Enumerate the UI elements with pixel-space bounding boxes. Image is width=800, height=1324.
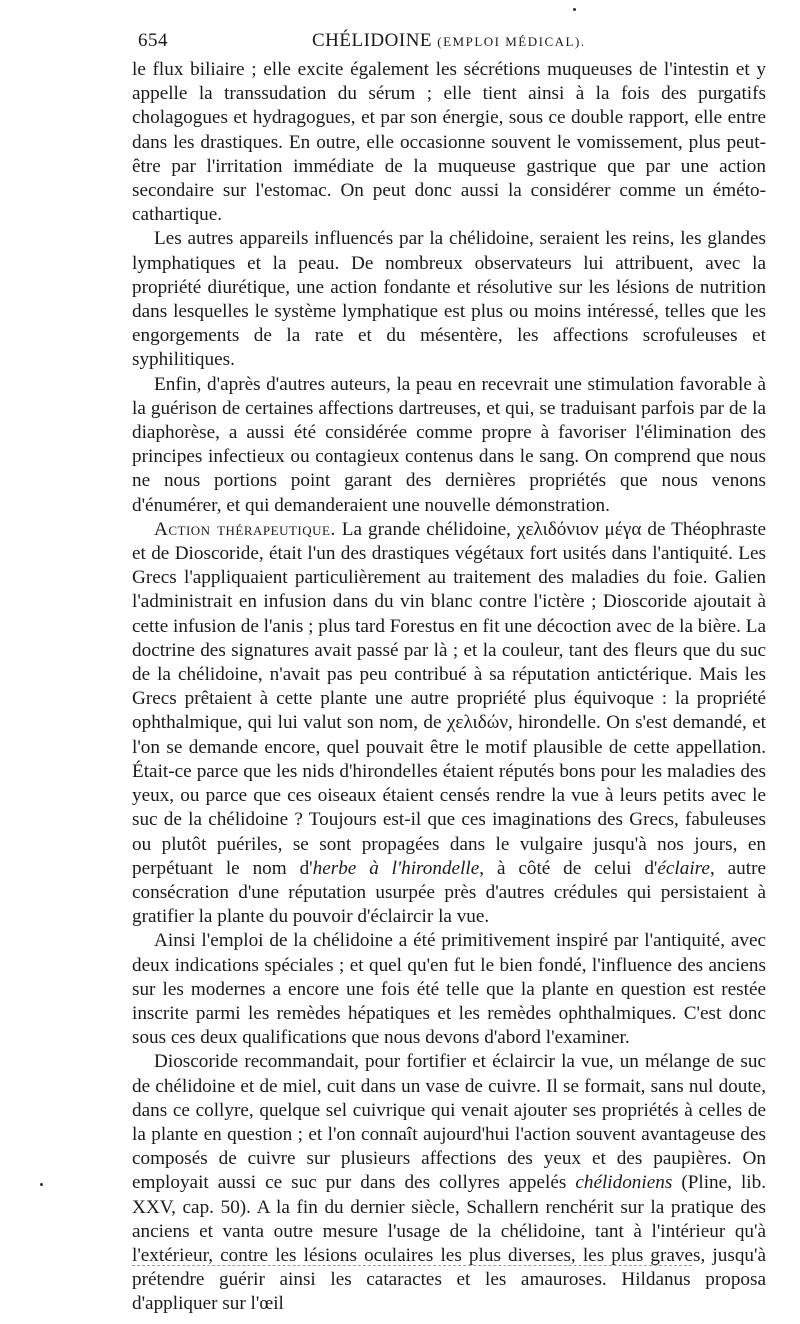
paragraph-text: La grande chélidoine, χελιδόνιον μέγα de Théophraste et de Dioscoride, était l'un des drastiques végétaux fort usités dans l'antiquité. Les Grecs l'appliquaient particulièrement au traitement des maladies du foie. Galien l'administrait en infusion dans du vin blanc contre l'ictère ; Dioscoride ajoutait à cette infusion de l'anis ; plus tard Forestus en fit une décoction avec de la bière. La doctrine des signatures avait passé par là ; et la couleur, tant des fleurs que du suc de la chélidoine, n'avait pas peu contribué à sa réputation antictérique. Mais les Grecs prêtaient à cette plante une autre propriété plus équivoque : la propriété ophthalmique, qui lui valut son nom, de χελιδών, hirondelle. On s'est demandé, et l'on se demande encore, quel pouvait être le motif plausible de cette appellation. Était-ce parce que les nids d'hirondelles étaient réputés bons pour les maladies des yeux, ou parce que ces oiseaux étaient censés rendre la vue à leurs petits avec le suc de la chélidoine ? Toujours est-il que ces imaginations des Grecs, fabuleuses ou plutôt puériles, se sont propagées dans le vulgaire jusqu'à nos jours, en perpétuant le nom d' bbox=[132, 518, 767, 879]
italic-term: herbe à l'hirondelle bbox=[312, 857, 480, 879]
footer-rule bbox=[132, 1265, 692, 1266]
paragraph-text: , à côté de celui d' bbox=[479, 857, 658, 879]
paragraph bbox=[132, 518, 766, 929]
running-head bbox=[132, 28, 766, 58]
running-title-main: CHÉLIDOINE bbox=[312, 30, 433, 51]
paragraph-text: (Pline, lib. XXV, cap. 50). A la fin du dernier siècle, Schallern renchérit sur la pratique des anciens et vanta outre mesure l'usage de la chélidoine, tant à l'intérieur qu'à l'extérieur, contre les lésions oculaires les plus diverses, les plus graves, jusqu'à prétendre guérir ainsi les cataractes et les amauroses. Hildanus proposa d'appliquer sur l'œil bbox=[132, 1172, 766, 1315]
paragraph: Enfin, d'après d'autres auteurs, la peau en recevrait une stimulation favorable à la guérison de certaines affections dartreuses, et qui, se traduisant parfois par de la diaphorèse, a aussi été considérée comme propre à favoriser l'élimination des principes infectieux ou contagieux contenus dans le sang. On comprend que nous ne nous portions point garant des dernières propriétés que nous venons d'énumérer, et qui demanderaient une nouvelle démonstration. bbox=[132, 373, 766, 516]
paragraph: Ainsi l'emploi de la chélidoine a été primitivement inspiré par l'antiquité, avec deux indications spéciales ; et quel qu'en fut le bien fondé, l'influence des anciens sur les modernes a encore une fois été telle que la plante en question est restée inscrite parmi les remèdes hépatiques et les remèdes ophthalmiques. C'est donc sous ces deux qualifications que nous devons d'abord l'examiner. bbox=[132, 930, 766, 1049]
paragraph-text: , autre consécration d'une réputation usurpée près d'autres crédules qui persistaient à gratifier la plante du pouvoir d'éclaircir la vue. bbox=[132, 857, 766, 928]
running-title bbox=[312, 30, 586, 52]
running-title-sub: (EMPLOI MÉDICAL). bbox=[437, 34, 586, 49]
print-speck bbox=[573, 8, 576, 11]
print-speck bbox=[40, 1183, 43, 1186]
paragraph: le flux biliaire ; elle excite également les sécrétions muqueuses de l'intestin et y appelle la transsudation du sérum ; elle tient ainsi à la fois des purgatifs cholagogues et hydragogues, et par son énergie, sous ce double rapport, elle entre dans les drastiques. En outre, elle occasionne souvent le vomissement, plus peut-être par l'irritation immédiate de la muqueuse gastrique que par une action secondaire sur l'estomac. On peut donc aussi la considérer comme un éméto-cathartique. bbox=[132, 59, 766, 226]
italic-term: chélidoniens bbox=[575, 1172, 673, 1194]
paragraph-text: Dioscoride recommandait, pour fortifier et éclaircir la vue, un mélange de suc de chélidoine et de miel, cuit dans un vase de cuivre. Il se formait, sans nul doute, dans ce collyre, quelque sel cuivrique qui venait ajouter ses propriétés à celles de la plante en question ; et l'on connaît aujourd'hui l'action souvent avantageuse des composés de cuivre sur plusieurs affections des yeux et des paupières. On employait aussi ce suc pur dans des collyres appelés bbox=[132, 1051, 766, 1194]
book-page bbox=[132, 28, 766, 1317]
paragraph: Les autres appareils influencés par la chélidoine, seraient les reins, les glandes lymphatiques et la peau. De nombreux observateurs lui attribuent, avec la propriété diurétique, une action fondante et résolutive sur les lésions de nutrition dans lesquelles le système lymphatique est plus ou moins intéressé, telles que les engorgements de la rate et du mésentère, les affections scrofuleuses et syphilitiques. bbox=[132, 228, 766, 371]
page-number: 654 bbox=[138, 30, 168, 51]
section-heading: Action thérapeutique. bbox=[154, 518, 336, 540]
body-text bbox=[132, 58, 766, 1317]
italic-term: éclaire bbox=[657, 857, 710, 879]
paragraph bbox=[132, 1050, 766, 1316]
